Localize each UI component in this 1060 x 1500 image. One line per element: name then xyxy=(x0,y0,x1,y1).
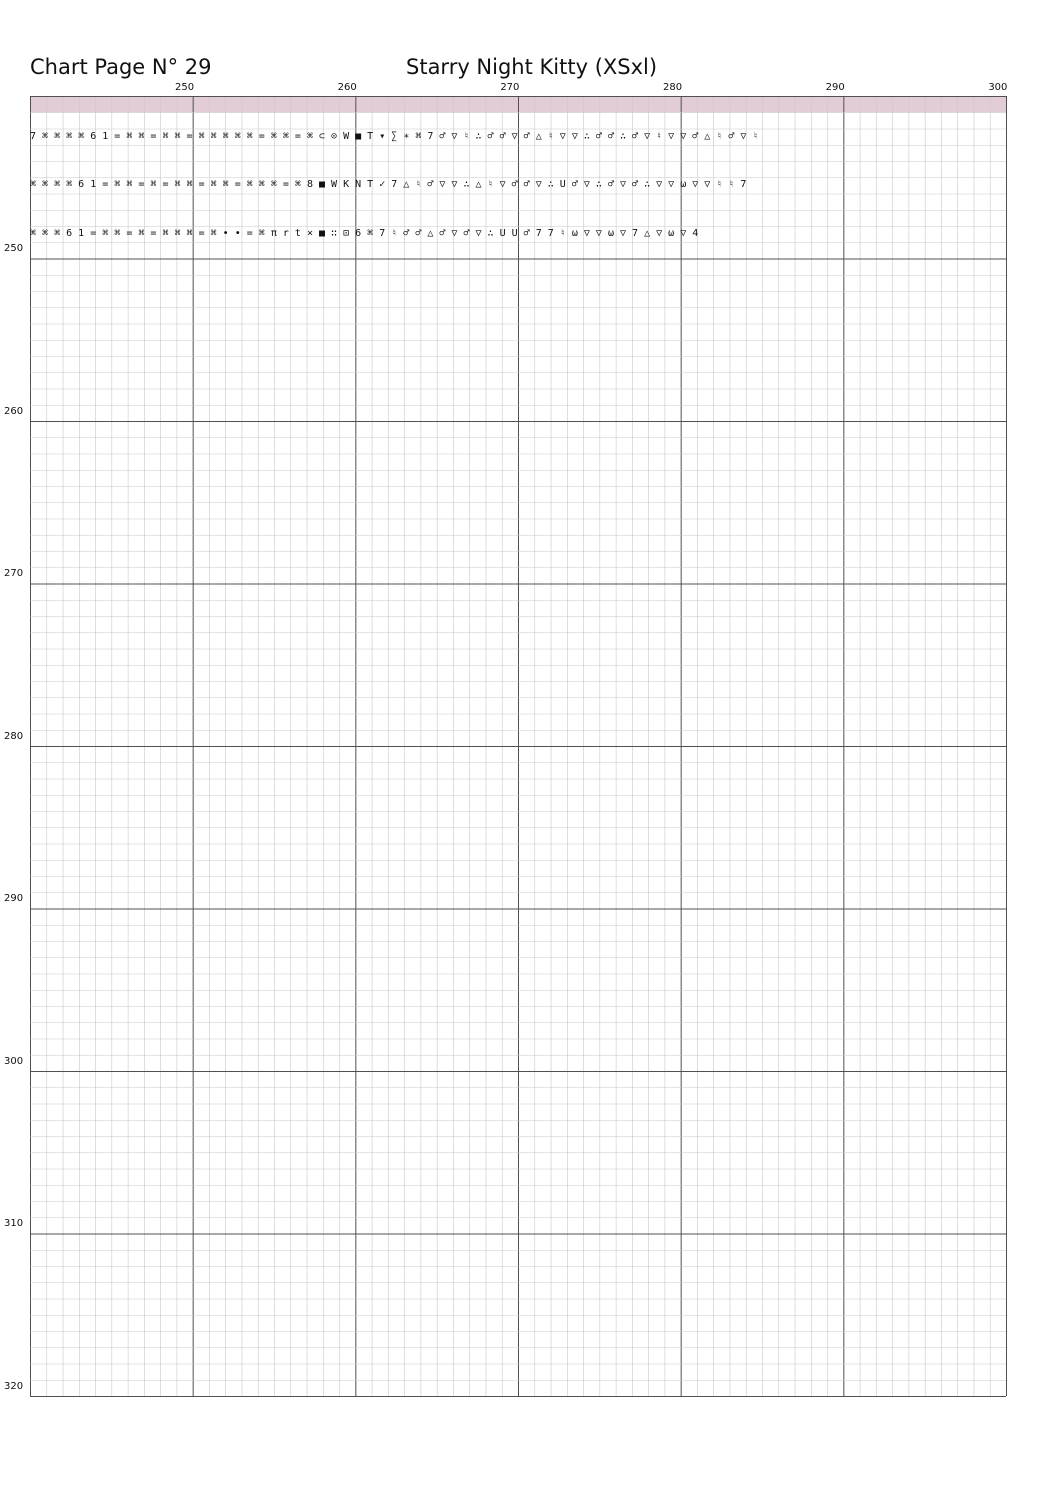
row-label: 310 xyxy=(4,1218,24,1230)
symbol-area xyxy=(30,96,1006,1396)
page-title: Chart Page N° 29 xyxy=(30,55,212,79)
row-label: 280 xyxy=(4,730,24,742)
column-label: 250 xyxy=(174,82,195,93)
symbol-row: ⌘ ⌘ ⌘ ⌘ 6 1 = ⌘ ⌘ = ⌘ = ⌘ ⌘ = ⌘ ⌘ = ⌘ ⌘ ⌘ = ⌘ 8 ■ W K N T ✓ 7 △ ♮ ♂ ▽ ▽ ∴ △ ♮ ▽ ♂ ♂ ▽ ∴ U ♂ ▽ ∴ ♂ ▽ ♂ ∴ ▽ ▽ ω ▽ ▽ ♮ ♮ 7 xyxy=(30,179,747,191)
column-label: 300 xyxy=(988,82,1008,93)
column-label: 290 xyxy=(825,82,845,93)
row-label: 300 xyxy=(4,1055,24,1067)
column-label: 260 xyxy=(337,82,357,93)
row-label: 320 xyxy=(4,1380,24,1392)
row-label: 270 xyxy=(4,568,24,580)
symbol-row: 7 ⌘ ⌘ ⌘ ⌘ 6 1 = ⌘ ⌘ = ⌘ ⌘ = ⌘ ⌘ ⌘ ⌘ ⌘ = ⌘ ⌘ = ⌘ ⊂ ⊙ W ■ T ▾ ∑ ∗ ⌘ 7 ♂ ▽ ♮ ∴ ♂ ♂ ▽ ♂ △ ♮ ▽ ▽ ∴ ♂ ♂ ∴ ♂ ▽ ♮ ▽ ▽ ♂ △ ♮ ♂ ▽ ♮ xyxy=(30,130,759,142)
column-label: 280 xyxy=(662,82,683,93)
row-label: 250 xyxy=(4,243,24,255)
chart-title: Starry Night Kitty (XSxl) xyxy=(406,55,658,79)
row-label: 260 xyxy=(4,405,24,417)
column-label: 270 xyxy=(500,82,520,93)
symbol-row: ⌘ ⌘ ⌘ 6 1 = ⌘ ⌘ = ⌘ = ⌘ ⌘ ⌘ = ⌘ ∙ ∙ = ⌘ π r t × ■ ∷ ⊡ 6 ⌘ 7 ♮ ♂ ♂ △ ♂ ▽ ♂ ▽ ∴ U U ♂ 7 7 ♮ ω ▽ ▽ ω ▽ 7 △ ▽ ω ▽ 4 xyxy=(30,228,699,239)
row-label: 290 xyxy=(4,893,24,905)
